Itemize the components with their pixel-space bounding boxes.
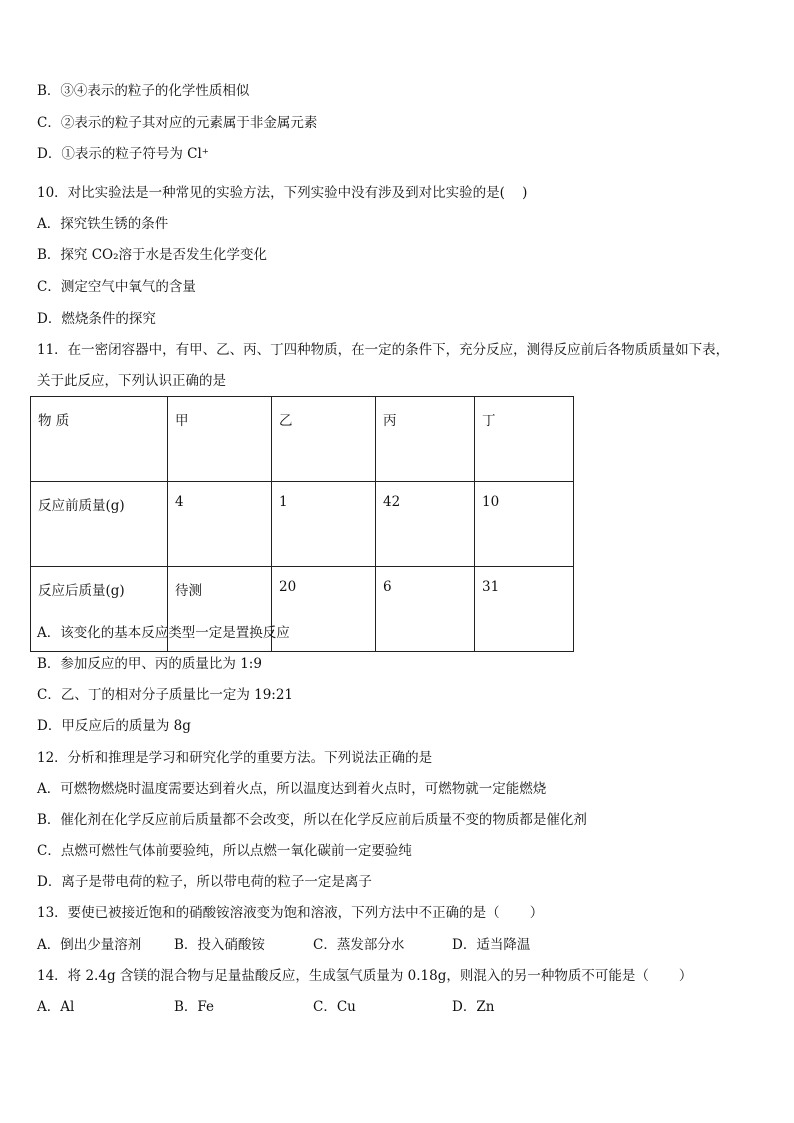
- q10-option-a: A．探究铁生锈的条件: [37, 216, 169, 232]
- q12-stem: 12．分析和推理是学习和研究化学的重要方法。下列说法正确的是: [37, 750, 433, 766]
- table-cell: 42: [376, 482, 475, 567]
- table-cell: 反应前质量(g): [31, 482, 168, 567]
- q12-option-d: D．离子是带电荷的粒子，所以带电荷的粒子一定是离子: [37, 874, 372, 890]
- q13-stem: 13．要使已被接近饱和的硝酸铵溶液变为饱和溶液，下列方法中不正确的是（ ）: [37, 905, 544, 921]
- table-cell: 20: [272, 567, 376, 652]
- q9-option-d: D．①表示的粒子符号为 Cl⁺: [37, 146, 209, 162]
- q9-option-b: B．③④表示的粒子的化学性质相似: [37, 83, 250, 99]
- q12-option-b: B．催化剂在化学反应前后质量都不会改变，所以在化学反应前后质量不变的物质都是催化剂: [37, 812, 587, 828]
- q14-option-d: D．Zn: [452, 999, 495, 1015]
- q10-stem: 10．对比实验法是一种常见的实验方法，下列实验中没有涉及到对比实验的是( ): [37, 185, 528, 201]
- table-cell: 物 质: [31, 397, 168, 482]
- table-header-row: [31, 397, 574, 482]
- mass-table: [30, 396, 574, 652]
- q14-option-b: B．Fe: [174, 999, 215, 1015]
- table-cell: 待测: [168, 567, 272, 652]
- q13-option-c: C．蒸发部分水: [313, 937, 405, 953]
- table-cell: 丁: [475, 397, 574, 482]
- table-cell: 乙: [272, 397, 376, 482]
- table-cell: 丙: [376, 397, 475, 482]
- q13-option-b: B．投入硝酸铵: [174, 937, 265, 953]
- table-cell: 甲: [168, 397, 272, 482]
- table-cell: 10: [475, 482, 574, 567]
- q9-option-c: C．②表示的粒子其对应的元素属于非金属元素: [37, 115, 318, 131]
- q10-option-c: C．测定空气中氧气的含量: [37, 279, 196, 295]
- q12-option-a: A．可燃物燃烧时温度需要达到着火点，所以温度达到着火点时，可燃物就一定能燃烧: [37, 781, 547, 797]
- q14-option-a: A．Al: [37, 999, 75, 1015]
- q11-option-b: B．参加反应的甲、丙的质量比为 1:9: [37, 656, 262, 672]
- q11-option-a: A．该变化的基本反应类型一定是置换反应: [37, 625, 290, 641]
- table-row: [31, 482, 574, 567]
- table-cell: 反应后质量(g): [31, 567, 168, 652]
- q13-option-d: D．适当降温: [452, 937, 531, 953]
- q12-option-c: C．点燃可燃性气体前要验纯，所以点燃一氧化碳前一定要验纯: [37, 843, 412, 859]
- q14-stem: 14．将 2.4g 含镁的混合物与足量盐酸反应，生成氢气质量为 0.18g，则混入的另一种物质不可能是（ ）: [37, 968, 693, 984]
- table-cell: 4: [168, 482, 272, 567]
- table-cell: 31: [475, 567, 574, 652]
- table-cell: 1: [272, 482, 376, 567]
- q11-stem-line2: 关于此反应，下列认识正确的是: [37, 373, 226, 389]
- q11-option-d: D．甲反应后的质量为 8g: [37, 718, 191, 734]
- q11-stem-line1: 11．在一密闭容器中，有甲、乙、丙、丁四种物质，在一定的条件下，充分反应，测得反应前后各物质质量如下表，: [37, 342, 730, 358]
- q13-option-a: A．倒出少量溶剂: [37, 937, 142, 953]
- q10-option-b: B．探究 CO₂溶于水是否发生化学变化: [37, 247, 268, 263]
- table-cell: 6: [376, 567, 475, 652]
- q10-option-d: D．燃烧条件的探究: [37, 311, 156, 327]
- q14-option-c: C．Cu: [313, 999, 356, 1015]
- q11-option-c: C．乙、丁的相对分子质量比一定为 19:21: [37, 687, 294, 703]
